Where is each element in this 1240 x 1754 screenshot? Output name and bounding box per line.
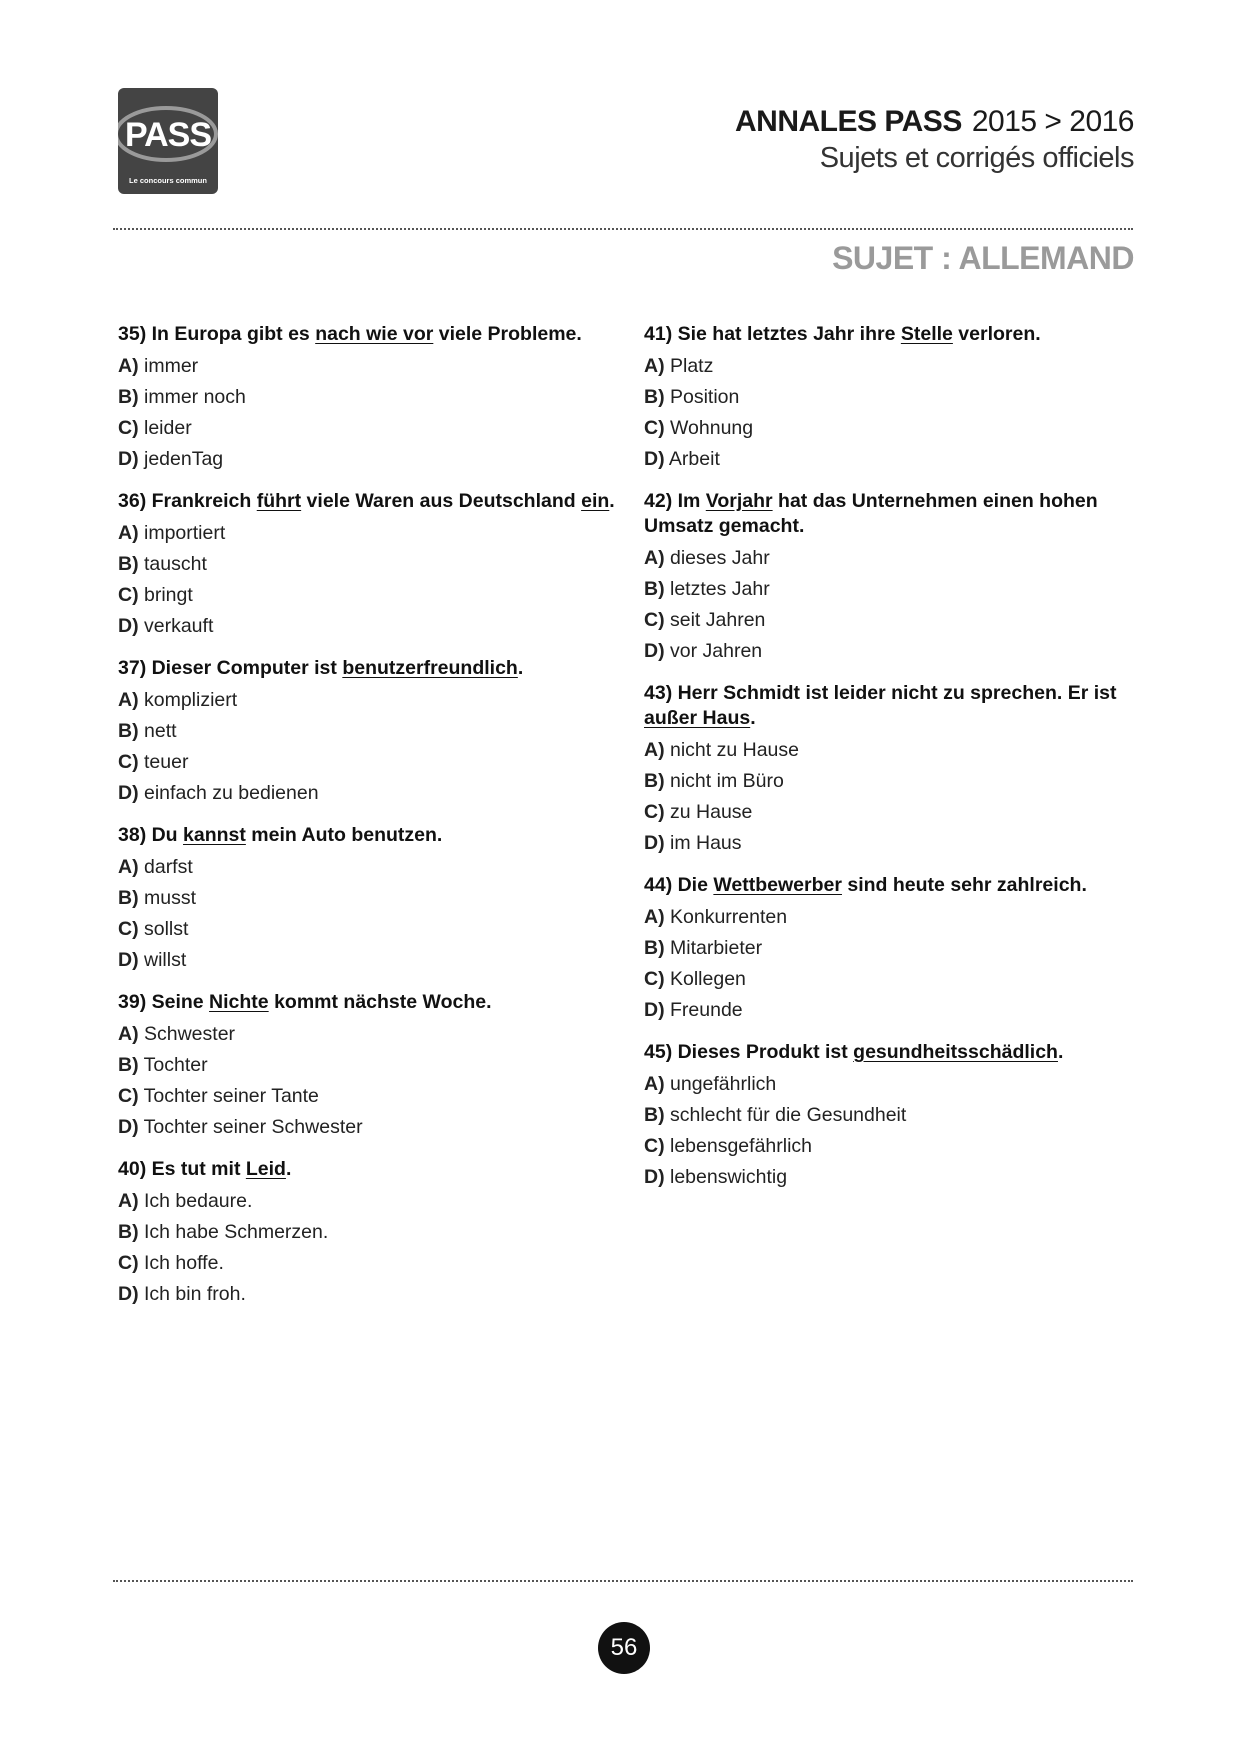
option-letter: D) <box>118 782 139 804</box>
answer-option <box>118 1217 618 1248</box>
answer-option <box>118 1279 618 1310</box>
answer-option <box>118 883 618 914</box>
answer-option <box>644 797 1124 828</box>
option-letter: B) <box>118 553 139 575</box>
option-text: darfst <box>144 856 193 878</box>
footer-divider <box>113 1580 1133 1582</box>
underlined-term: ein <box>581 490 610 512</box>
prompt-text: verloren. <box>952 323 1041 345</box>
option-text: zu Hause <box>670 801 753 823</box>
question-prompt <box>644 873 1124 898</box>
question-item <box>118 322 618 475</box>
answer-option <box>118 945 618 976</box>
question-prompt <box>644 322 1124 347</box>
prompt-text: viele Waren aus Deutschland <box>301 490 582 512</box>
question-prompt <box>118 823 618 848</box>
pass-logo <box>118 88 218 194</box>
answer-option <box>644 574 1124 605</box>
answer-option <box>118 852 618 883</box>
option-letter: C) <box>644 1135 665 1157</box>
option-text: vor Jahren <box>670 640 763 662</box>
option-letter: A) <box>644 906 665 928</box>
answer-option <box>118 914 618 945</box>
answer-option <box>644 766 1124 797</box>
answer-option <box>644 735 1124 766</box>
option-text: sollst <box>144 918 189 940</box>
subject-title: SUJET : ALLEMAND <box>832 240 1134 276</box>
option-letter: B) <box>644 770 665 792</box>
option-letter: B) <box>644 937 665 959</box>
logo-text: PASS <box>124 116 212 154</box>
prompt-text: viele Probleme. <box>433 323 582 345</box>
answer-option <box>118 685 618 716</box>
option-text: Ich habe Schmerzen. <box>144 1221 329 1243</box>
prompt-text: 36) Frankreich <box>118 490 257 512</box>
question-prompt <box>118 489 618 514</box>
question-prompt <box>118 990 618 1015</box>
option-letter: B) <box>644 386 665 408</box>
answer-option <box>644 1162 1124 1193</box>
prompt-text: 35) In Europa gibt es <box>118 323 316 345</box>
option-text: lebenswichtig <box>670 1166 788 1188</box>
option-letter: C) <box>644 968 665 990</box>
prompt-text: . <box>609 490 615 512</box>
prompt-text: 45) Dieses Produkt ist <box>644 1041 854 1063</box>
option-text: nicht zu Hause <box>670 739 799 761</box>
option-letter: D) <box>644 999 665 1021</box>
answer-option <box>118 716 618 747</box>
answer-option <box>118 1248 618 1279</box>
option-letter: B) <box>118 1221 139 1243</box>
option-letter: A) <box>644 355 665 377</box>
option-letter: B) <box>118 386 139 408</box>
answer-option <box>118 1019 618 1050</box>
answer-option <box>644 933 1124 964</box>
answer-option <box>644 605 1124 636</box>
underlined-term: benutzerfreundlich <box>342 657 518 679</box>
question-prompt <box>644 1040 1124 1065</box>
option-text: teuer <box>144 751 189 773</box>
prompt-text: mein Auto benutzen. <box>245 824 443 846</box>
page-number: 56 <box>598 1622 650 1674</box>
document-header <box>735 104 1134 176</box>
option-text: Mitarbieter <box>670 937 763 959</box>
question-item <box>118 489 618 642</box>
underlined-term: gesundheitsschädlich <box>853 1041 1058 1063</box>
prompt-text: kommt nächste Woche. <box>268 991 492 1013</box>
prompt-text: 40) Es tut mit <box>118 1158 246 1180</box>
option-letter: D) <box>118 448 139 470</box>
option-text: Kollegen <box>670 968 746 990</box>
prompt-text: hat das Unternehmen einen hohen Umsatz gemacht. <box>644 490 1098 537</box>
option-text: Schwester <box>144 1023 236 1045</box>
option-letter: D) <box>118 1116 139 1138</box>
option-letter: A) <box>118 355 139 377</box>
questions-right-column <box>644 322 1124 1207</box>
option-text: Konkurrenten <box>670 906 788 928</box>
option-letter: D) <box>644 640 665 662</box>
option-text: im Haus <box>670 832 742 854</box>
answer-option <box>644 1131 1124 1162</box>
question-prompt <box>644 489 1124 539</box>
underlined-term: Leid <box>245 1158 286 1180</box>
option-letter: A) <box>644 739 665 761</box>
option-text: Ich hoffe. <box>144 1252 224 1274</box>
option-letter: C) <box>118 417 139 439</box>
answer-option <box>118 1112 618 1143</box>
answer-option <box>644 351 1124 382</box>
answer-option <box>118 413 618 444</box>
header-years: 2015 > 2016 <box>971 105 1134 138</box>
option-text: immer noch <box>144 386 246 408</box>
underlined-term: kannst <box>183 824 246 846</box>
answer-option <box>118 518 618 549</box>
option-text: Arbeit <box>668 448 720 470</box>
option-letter: C) <box>118 751 139 773</box>
underlined-term: führt <box>256 490 302 512</box>
answer-option <box>644 902 1124 933</box>
option-text: schlecht für die Gesundheit <box>670 1104 907 1126</box>
question-item <box>644 1040 1124 1193</box>
prompt-text: 39) Seine <box>118 991 210 1013</box>
answer-option <box>118 1050 618 1081</box>
question-prompt <box>118 656 618 681</box>
underlined-term: nach wie vor <box>315 323 434 345</box>
question-item <box>118 1157 618 1310</box>
answer-option <box>118 747 618 778</box>
underlined-term: Wettbewerber <box>713 874 842 896</box>
option-letter: C) <box>644 801 665 823</box>
answer-option <box>118 580 618 611</box>
prompt-text: 41) Sie hat letztes Jahr ihre <box>644 323 901 345</box>
prompt-text: . <box>517 657 524 679</box>
option-text: Wohnung <box>670 417 754 439</box>
option-letter: D) <box>118 615 139 637</box>
prompt-text: . <box>285 1158 292 1180</box>
option-text: seit Jahren <box>670 609 766 631</box>
option-text: dieses Jahr <box>670 547 770 569</box>
answer-option <box>644 382 1124 413</box>
question-item <box>644 873 1124 1026</box>
option-letter: D) <box>118 949 139 971</box>
option-letter: C) <box>644 609 665 631</box>
option-letter: A) <box>644 1073 665 1095</box>
answer-option <box>644 543 1124 574</box>
answer-option <box>118 611 618 642</box>
option-letter: A) <box>118 522 139 544</box>
option-text: importiert <box>144 522 226 544</box>
header-divider <box>113 228 1133 230</box>
option-text: Position <box>670 386 740 408</box>
underlined-term: Stelle <box>900 323 953 345</box>
answer-option <box>644 636 1124 667</box>
prompt-text: 37) Dieser Computer ist <box>118 657 343 679</box>
option-letter: C) <box>118 584 139 606</box>
answer-option <box>644 1069 1124 1100</box>
answer-option <box>644 828 1124 859</box>
option-text: nicht im Büro <box>670 770 784 792</box>
option-letter: A) <box>118 856 139 878</box>
option-text: verkauft <box>144 615 214 637</box>
option-letter: B) <box>644 578 665 600</box>
option-text: lebensgefährlich <box>670 1135 813 1157</box>
prompt-text: 43) Herr Schmidt ist leider nicht zu sprechen. Er ist <box>644 682 1117 704</box>
option-letter: C) <box>118 918 139 940</box>
answer-option <box>118 1081 618 1112</box>
underlined-term: außer Haus <box>644 707 751 729</box>
answer-option <box>644 413 1124 444</box>
question-prompt <box>118 1157 618 1182</box>
option-text: immer <box>144 355 199 377</box>
option-letter: D) <box>118 1283 139 1305</box>
option-letter: A) <box>118 689 139 711</box>
question-prompt <box>118 322 618 347</box>
option-text: Ich bin froh. <box>144 1283 246 1305</box>
header-title <box>735 104 1134 140</box>
underlined-term: Nichte <box>209 991 269 1013</box>
underlined-term: Vorjahr <box>705 490 773 512</box>
header-subtitle: Sujets et corrigés officiels <box>819 142 1134 174</box>
header-title-bold: ANNALES PASS <box>735 105 962 138</box>
option-text: bringt <box>144 584 193 606</box>
answer-option <box>118 778 618 809</box>
option-text: Tochter seiner Tante <box>143 1085 319 1107</box>
answer-option <box>118 382 618 413</box>
option-text: kompliziert <box>144 689 238 711</box>
option-text: Platz <box>670 355 714 377</box>
answer-option <box>118 351 618 382</box>
option-letter: D) <box>644 1166 665 1188</box>
option-letter: D) <box>644 448 665 470</box>
questions-left-column <box>118 322 618 1324</box>
option-text: willst <box>144 949 187 971</box>
option-text: jedenTag <box>144 448 224 470</box>
option-text: einfach zu bedienen <box>144 782 319 804</box>
option-text: ungefährlich <box>670 1073 777 1095</box>
option-letter: B) <box>118 1054 139 1076</box>
prompt-text: . <box>1057 1041 1064 1063</box>
question-prompt <box>644 681 1124 731</box>
question-item <box>118 990 618 1143</box>
prompt-text: 44) Die <box>644 874 714 896</box>
question-item <box>644 681 1124 859</box>
answer-option <box>644 964 1124 995</box>
option-letter: C) <box>118 1252 139 1274</box>
option-text: musst <box>144 887 197 909</box>
option-text: Tochter <box>143 1054 208 1076</box>
prompt-text: . <box>750 707 756 729</box>
answer-option <box>118 549 618 580</box>
option-letter: C) <box>118 1085 139 1107</box>
option-letter: D) <box>644 832 665 854</box>
option-text: Freunde <box>670 999 743 1021</box>
option-text: Ich bedaure. <box>144 1190 253 1212</box>
option-letter: B) <box>118 720 139 742</box>
answer-option <box>644 444 1124 475</box>
option-letter: C) <box>644 417 665 439</box>
option-letter: B) <box>644 1104 665 1126</box>
prompt-text: sind heute sehr zahlreich. <box>841 874 1087 896</box>
option-text: Tochter seiner Schwester <box>143 1116 363 1138</box>
question-item <box>644 322 1124 475</box>
question-item <box>644 489 1124 667</box>
question-item <box>118 656 618 809</box>
option-letter: A) <box>118 1023 139 1045</box>
answer-option <box>118 1186 618 1217</box>
logo-tagline: Le concours commun <box>129 176 207 185</box>
answer-option <box>644 1100 1124 1131</box>
option-letter: B) <box>118 887 139 909</box>
prompt-text: 38) Du <box>118 824 184 846</box>
answer-option <box>118 444 618 475</box>
option-letter: A) <box>644 547 665 569</box>
option-text: letztes Jahr <box>670 578 770 600</box>
option-text: leider <box>144 417 192 439</box>
answer-option <box>644 995 1124 1026</box>
option-text: nett <box>144 720 177 742</box>
option-letter: A) <box>118 1190 139 1212</box>
option-text: tauscht <box>144 553 207 575</box>
question-item <box>118 823 618 976</box>
prompt-text: 42) Im <box>644 490 706 512</box>
